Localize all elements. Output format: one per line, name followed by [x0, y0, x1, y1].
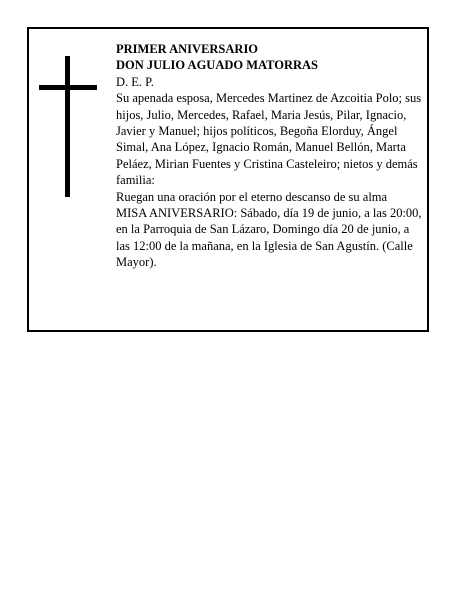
cross-horizontal-bar — [39, 85, 97, 90]
prayer-line: Ruegan una oración por el eterno descanso de su alma — [116, 189, 388, 204]
notice-title: PRIMER ANIVERSARIO — [116, 42, 259, 56]
dep-line: D. E. P. — [116, 74, 154, 89]
family-paragraph: Su apenada esposa, Mercedes Martinez de Azcoitia Polo; sus hijos, Julio, Mercedes, Rafael, Maria Jesús, Pilar, Ignacio, Javier y Manuel; hijos políticos, Begoña Elorduy, Ángel Simal, Ana López, Ignacio Román, Manuel Bellón, Marta Peláez, Mirian Fuentes y Cristina Casteleiro; nietos y demás familia: — [116, 91, 422, 188]
cross-vertical-bar — [65, 56, 70, 197]
notice-text — [116, 41, 426, 271]
deceased-name: DON JULIO AGUADO MATORRAS — [116, 58, 318, 73]
obituary-notice — [27, 27, 429, 332]
mass-paragraph: MISA ANIVERSARIO: Sábado, día 19 de junio, a las 20:00, en la Parroquia de San Lázaro, Domingo día 20 de junio, a las 12:00 de la mañana, en la Iglesia de San Agustín. (Calle Mayor). — [116, 206, 422, 270]
